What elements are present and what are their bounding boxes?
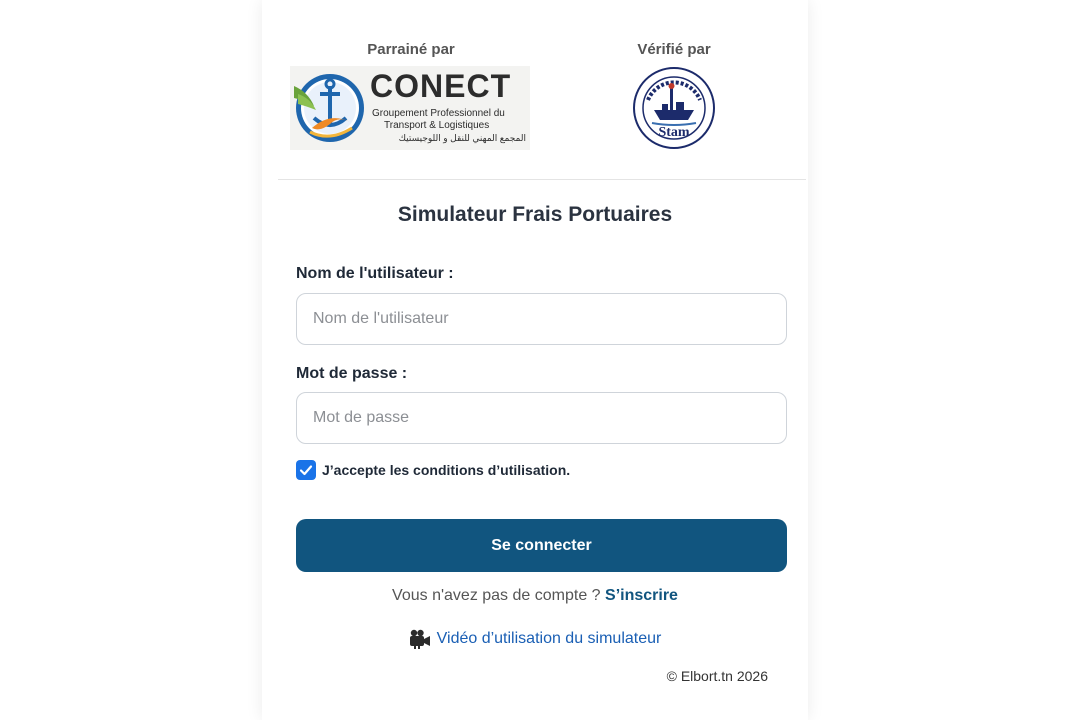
sponsor-section bbox=[290, 41, 532, 58]
no-account-text: Vous n'avez pas de compte ? bbox=[392, 587, 601, 604]
login-card bbox=[262, 0, 808, 720]
password-input[interactable] bbox=[296, 392, 787, 444]
page-title: Simulateur Frais Portuaires bbox=[397, 203, 673, 226]
password-label: Mot de passe : bbox=[296, 365, 408, 382]
conect-logo bbox=[290, 66, 530, 150]
video-tutorial-link[interactable]: Vidéo d’utilisation du simulateur bbox=[436, 630, 662, 647]
verified-by-heading: Vérifié par bbox=[637, 41, 711, 58]
copyright-text: © Elbort.tn 2026 bbox=[666, 668, 768, 684]
login-button[interactable]: Se connecter bbox=[296, 519, 787, 572]
checkmark-icon bbox=[299, 463, 313, 477]
stam-logo-name: Stam bbox=[658, 125, 690, 140]
conect-logo-subtitle-1: Groupement Professionnel du bbox=[372, 108, 505, 119]
conect-logo-subtitle-2: Transport & Logistiques bbox=[384, 120, 490, 131]
stam-logo bbox=[632, 66, 716, 150]
sponsored-by-heading: Parrainé par bbox=[367, 41, 455, 58]
terms-label[interactable]: J’accepte les conditions d’utilisation. bbox=[322, 462, 571, 478]
video-camera-icon bbox=[409, 629, 431, 649]
terms-row bbox=[296, 458, 570, 482]
terms-checkbox[interactable] bbox=[296, 460, 316, 480]
username-input[interactable] bbox=[296, 293, 787, 345]
conect-logo-name: CONECT bbox=[370, 68, 512, 104]
video-row bbox=[262, 629, 808, 649]
header-divider bbox=[278, 179, 806, 180]
signup-row bbox=[262, 587, 808, 605]
username-label: Nom de l'utilisateur : bbox=[296, 265, 454, 282]
conect-logo-arabic: المجمع المهني للنقل و اللوجيستيك bbox=[398, 133, 526, 143]
verifier-section bbox=[619, 41, 729, 58]
signup-link[interactable]: S’inscrire bbox=[605, 587, 678, 604]
